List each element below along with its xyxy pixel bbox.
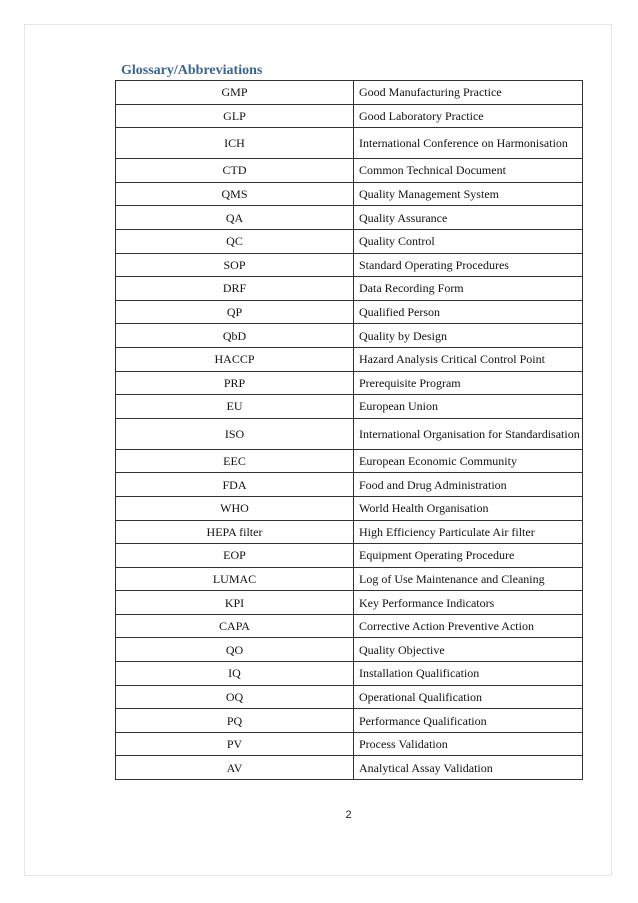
- definition-cell: Process Validation: [354, 732, 583, 756]
- definition-cell: European Union: [354, 395, 583, 419]
- abbreviation-cell: PQ: [116, 709, 354, 733]
- definition-cell: International Conference on Harmonisation: [354, 128, 583, 159]
- table-row: [116, 81, 583, 105]
- definition-cell: Equipment Operating Procedure: [354, 544, 583, 568]
- abbreviation-cell: CTD: [116, 159, 354, 183]
- table-row: [116, 371, 583, 395]
- abbreviation-cell: SOP: [116, 253, 354, 277]
- abbreviation-cell: WHO: [116, 496, 354, 520]
- table-row: [116, 756, 583, 780]
- abbreviation-cell: OQ: [116, 685, 354, 709]
- table-row: [116, 449, 583, 473]
- table-row: [116, 418, 583, 449]
- table-row: [116, 253, 583, 277]
- table-row: [116, 159, 583, 183]
- definition-cell: Prerequisite Program: [354, 371, 583, 395]
- table-row: [116, 685, 583, 709]
- abbreviation-cell: PRP: [116, 371, 354, 395]
- table-row: [116, 104, 583, 128]
- abbreviation-cell: HEPA filter: [116, 520, 354, 544]
- abbreviation-cell: GMP: [116, 81, 354, 105]
- definition-cell: Key Performance Indicators: [354, 591, 583, 615]
- abbreviation-cell: EOP: [116, 544, 354, 568]
- table-row: [116, 300, 583, 324]
- table-row: [116, 347, 583, 371]
- table-row: [116, 496, 583, 520]
- definition-cell: Installation Qualification: [354, 662, 583, 686]
- definition-cell: Hazard Analysis Critical Control Point: [354, 347, 583, 371]
- table-row: [116, 395, 583, 419]
- definition-cell: World Health Organisation: [354, 496, 583, 520]
- table-row: [116, 709, 583, 733]
- abbreviation-cell: QC: [116, 229, 354, 253]
- definition-cell: Quality Assurance: [354, 206, 583, 230]
- abbreviation-cell: DRF: [116, 277, 354, 301]
- definition-cell: Good Laboratory Practice: [354, 104, 583, 128]
- abbreviation-cell: HACCP: [116, 347, 354, 371]
- abbreviation-cell: KPI: [116, 591, 354, 615]
- table-row: [116, 128, 583, 159]
- definition-cell: High Efficiency Particulate Air filter: [354, 520, 583, 544]
- abbreviation-cell: EU: [116, 395, 354, 419]
- abbreviation-cell: QA: [116, 206, 354, 230]
- table-row: [116, 614, 583, 638]
- abbreviation-cell: GLP: [116, 104, 354, 128]
- table-row: [116, 520, 583, 544]
- abbreviation-cell: CAPA: [116, 614, 354, 638]
- abbreviation-cell: IQ: [116, 662, 354, 686]
- table-row: [116, 638, 583, 662]
- definition-cell: European Economic Community: [354, 449, 583, 473]
- definition-cell: Common Technical Document: [354, 159, 583, 183]
- abbreviation-cell: QO: [116, 638, 354, 662]
- table-row: [116, 544, 583, 568]
- abbreviation-cell: PV: [116, 732, 354, 756]
- page-title: Glossary/Abbreviations: [121, 63, 263, 78]
- definition-cell: Quality by Design: [354, 324, 583, 348]
- definition-cell: Quality Objective: [354, 638, 583, 662]
- abbreviation-cell: ISO: [116, 418, 354, 449]
- definition-cell: International Organisation for Standardisation: [354, 418, 583, 449]
- table-row: [116, 324, 583, 348]
- abbreviation-cell: EEC: [116, 449, 354, 473]
- table-row: [116, 229, 583, 253]
- definition-cell: Qualified Person: [354, 300, 583, 324]
- definition-cell: Food and Drug Administration: [354, 473, 583, 497]
- abbreviation-cell: QMS: [116, 182, 354, 206]
- table-row: [116, 591, 583, 615]
- definition-cell: Performance Qualification: [354, 709, 583, 733]
- abbreviation-cell: AV: [116, 756, 354, 780]
- table-row: [116, 662, 583, 686]
- glossary-table: [115, 80, 583, 780]
- abbreviation-cell: FDA: [116, 473, 354, 497]
- definition-cell: Data Recording Form: [354, 277, 583, 301]
- definition-cell: Good Manufacturing Practice: [354, 81, 583, 105]
- definition-cell: Operational Qualification: [354, 685, 583, 709]
- table-row: [116, 277, 583, 301]
- definition-cell: Log of Use Maintenance and Cleaning: [354, 567, 583, 591]
- definition-cell: Corrective Action Preventive Action: [354, 614, 583, 638]
- abbreviation-cell: LUMAC: [116, 567, 354, 591]
- table-row: [116, 182, 583, 206]
- abbreviation-cell: ICH: [116, 128, 354, 159]
- table-row: [116, 473, 583, 497]
- definition-cell: Quality Control: [354, 229, 583, 253]
- table-row: [116, 206, 583, 230]
- abbreviation-cell: QP: [116, 300, 354, 324]
- definition-cell: Analytical Assay Validation: [354, 756, 583, 780]
- definition-cell: Quality Management System: [354, 182, 583, 206]
- definition-cell: Standard Operating Procedures: [354, 253, 583, 277]
- abbreviation-cell: QbD: [116, 324, 354, 348]
- table-row: [116, 732, 583, 756]
- table-row: [116, 567, 583, 591]
- page-number: 2: [345, 809, 352, 821]
